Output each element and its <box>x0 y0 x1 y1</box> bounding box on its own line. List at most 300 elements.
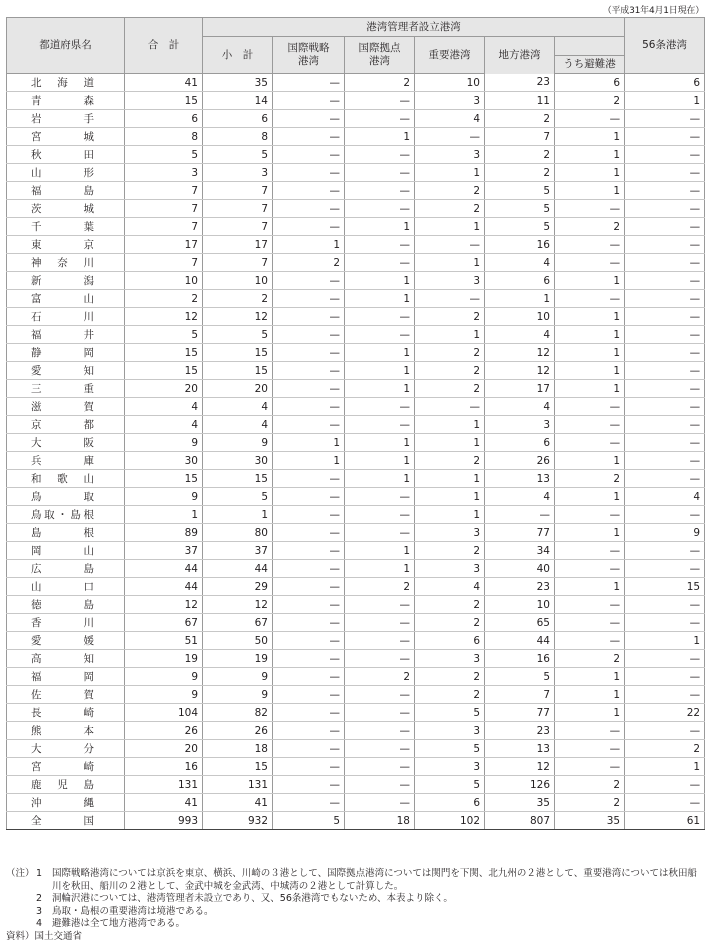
cell-strategic: — <box>273 578 345 596</box>
table-row <box>7 236 705 254</box>
table-row <box>7 794 705 812</box>
table-row <box>7 812 705 830</box>
cell-pref: 千葉 <box>7 218 125 236</box>
cell-art56: — <box>625 776 705 794</box>
cell-important: 4 <box>415 578 485 596</box>
cell-hub: 18 <box>345 812 415 830</box>
cell-local: 40 <box>485 560 555 578</box>
cell-subtotal: 7 <box>203 200 273 218</box>
cell-strategic: — <box>273 470 345 488</box>
cell-art56: — <box>625 254 705 272</box>
table-row <box>7 362 705 380</box>
cell-subtotal: 4 <box>203 416 273 434</box>
cell-pref: 大分 <box>7 740 125 758</box>
cell-pref: 鳥取 <box>7 488 125 506</box>
cell-local: 6 <box>485 272 555 290</box>
note-number: 2 <box>36 893 43 904</box>
cell-subtotal: 26 <box>203 722 273 740</box>
table-row <box>7 200 705 218</box>
cell-hub: — <box>345 308 415 326</box>
cell-art56: — <box>625 380 705 398</box>
cell-important: — <box>415 290 485 308</box>
cell-hub: — <box>345 416 415 434</box>
cell-pref: 福島 <box>7 182 125 200</box>
cell-important: 1 <box>415 488 485 506</box>
cell-total: 20 <box>125 380 203 398</box>
cell-art56: — <box>625 614 705 632</box>
cell-hub: — <box>345 524 415 542</box>
cell-total: 9 <box>125 488 203 506</box>
cell-important: 2 <box>415 344 485 362</box>
cell-total: 15 <box>125 362 203 380</box>
cell-total: 20 <box>125 740 203 758</box>
cell-local: 35 <box>485 794 555 812</box>
cell-subtotal: 5 <box>203 146 273 164</box>
cell-pref: 滋賀 <box>7 398 125 416</box>
cell-local: 4 <box>485 254 555 272</box>
cell-pref: 宮崎 <box>7 758 125 776</box>
cell-subtotal: 80 <box>203 524 273 542</box>
table-row <box>7 290 705 308</box>
table-row <box>7 74 705 92</box>
cell-local: 5 <box>485 218 555 236</box>
cell-art56: — <box>625 794 705 812</box>
cell-total: 5 <box>125 326 203 344</box>
note-text: 国際戦略港湾については京浜を東京、横浜、川崎の３港として、国際拠点港湾については関門を下関、北九州の２港として、重要港湾については秋田船川を秋田、船川の２港として、金武中城を金武湾、中城湾の２港として計算した。 <box>52 868 698 892</box>
cell-pref: 兵庫 <box>7 452 125 470</box>
cell-refuge: 2 <box>555 650 625 668</box>
cell-local: 4 <box>485 398 555 416</box>
table-row <box>7 650 705 668</box>
cell-strategic: — <box>273 326 345 344</box>
cell-total: 104 <box>125 704 203 722</box>
cell-art56: — <box>625 542 705 560</box>
cell-refuge: 1 <box>555 380 625 398</box>
cell-strategic: 1 <box>273 236 345 254</box>
cell-subtotal: 30 <box>203 452 273 470</box>
table-row <box>7 524 705 542</box>
cell-pref: 神奈川 <box>7 254 125 272</box>
cell-total: 44 <box>125 560 203 578</box>
cell-refuge: — <box>555 110 625 128</box>
table-header <box>7 18 705 74</box>
cell-art56: — <box>625 416 705 434</box>
cell-refuge: — <box>555 236 625 254</box>
cell-local: 3 <box>485 416 555 434</box>
cell-strategic: — <box>273 740 345 758</box>
cell-local: 5 <box>485 200 555 218</box>
cell-subtotal: 29 <box>203 578 273 596</box>
cell-strategic: — <box>273 146 345 164</box>
cell-important: 5 <box>415 740 485 758</box>
cell-total: 37 <box>125 542 203 560</box>
cell-local: 2 <box>485 110 555 128</box>
cell-pref: 福岡 <box>7 668 125 686</box>
cell-subtotal: 12 <box>203 308 273 326</box>
cell-hub: — <box>345 200 415 218</box>
cell-strategic: — <box>273 380 345 398</box>
cell-strategic: — <box>273 290 345 308</box>
notes <box>6 868 706 943</box>
cell-important: 1 <box>415 254 485 272</box>
cell-local: 34 <box>485 542 555 560</box>
cell-art56: 1 <box>625 758 705 776</box>
cell-art56: — <box>625 218 705 236</box>
cell-subtotal: 8 <box>203 128 273 146</box>
cell-pref: 佐賀 <box>7 686 125 704</box>
cell-subtotal: 18 <box>203 740 273 758</box>
cell-local: 23 <box>485 74 555 92</box>
cell-subtotal: 3 <box>203 164 273 182</box>
table-row <box>7 326 705 344</box>
cell-strategic: — <box>273 344 345 362</box>
table-row <box>7 704 705 722</box>
notes-head: （注） <box>6 868 35 879</box>
cell-local: 44 <box>485 632 555 650</box>
cell-local: 13 <box>485 740 555 758</box>
cell-hub: 2 <box>345 668 415 686</box>
cell-total: 67 <box>125 614 203 632</box>
cell-art56: — <box>625 560 705 578</box>
cell-hub: — <box>345 110 415 128</box>
cell-local: 10 <box>485 596 555 614</box>
header-subtotal: 小 計 <box>203 37 273 74</box>
cell-pref: 富山 <box>7 290 125 308</box>
cell-subtotal: 82 <box>203 704 273 722</box>
cell-important: 2 <box>415 182 485 200</box>
cell-hub: — <box>345 632 415 650</box>
cell-subtotal: 44 <box>203 560 273 578</box>
cell-subtotal: 19 <box>203 650 273 668</box>
note-text: 鳥取・島根の重要港湾は境港である。 <box>52 905 214 917</box>
cell-subtotal: 6 <box>203 110 273 128</box>
table-row <box>7 578 705 596</box>
cell-local: 1 <box>485 290 555 308</box>
cell-art56: — <box>625 596 705 614</box>
cell-strategic: — <box>273 362 345 380</box>
cell-refuge: 1 <box>555 362 625 380</box>
cell-total: 16 <box>125 758 203 776</box>
table-row <box>7 596 705 614</box>
cell-subtotal: 50 <box>203 632 273 650</box>
cell-important: 3 <box>415 722 485 740</box>
cell-hub: — <box>345 704 415 722</box>
cell-total: 26 <box>125 722 203 740</box>
cell-pref: 大阪 <box>7 434 125 452</box>
table-row <box>7 254 705 272</box>
table-row <box>7 470 705 488</box>
cell-art56: — <box>625 650 705 668</box>
cell-strategic: — <box>273 596 345 614</box>
cell-refuge: 1 <box>555 164 625 182</box>
cell-important: — <box>415 398 485 416</box>
cell-important: 10 <box>415 74 485 92</box>
cell-important: — <box>415 128 485 146</box>
cell-pref: 島根 <box>7 524 125 542</box>
cell-hub: 1 <box>345 290 415 308</box>
cell-strategic: — <box>273 524 345 542</box>
cell-hub: — <box>345 506 415 524</box>
cell-art56: — <box>625 326 705 344</box>
table-row <box>7 740 705 758</box>
cell-pref: 京都 <box>7 416 125 434</box>
header-refuge: うち避難港 <box>555 56 625 74</box>
cell-subtotal: 1 <box>203 506 273 524</box>
cell-strategic: — <box>273 560 345 578</box>
cell-subtotal: 15 <box>203 470 273 488</box>
cell-pref: 岡山 <box>7 542 125 560</box>
cell-subtotal: 932 <box>203 812 273 830</box>
cell-total: 4 <box>125 398 203 416</box>
table-row <box>7 110 705 128</box>
table-row <box>7 218 705 236</box>
cell-hub: — <box>345 776 415 794</box>
cell-subtotal: 2 <box>203 290 273 308</box>
cell-local: 807 <box>485 812 555 830</box>
cell-art56: 1 <box>625 92 705 110</box>
cell-hub: — <box>345 614 415 632</box>
cell-total: 10 <box>125 272 203 290</box>
cell-local: 77 <box>485 524 555 542</box>
cell-refuge: — <box>555 614 625 632</box>
cell-refuge: 1 <box>555 452 625 470</box>
cell-pref: 静岡 <box>7 344 125 362</box>
cell-strategic: — <box>273 758 345 776</box>
cell-local: — <box>485 506 555 524</box>
cell-refuge: 6 <box>555 74 625 92</box>
cell-art56: — <box>625 200 705 218</box>
cell-refuge: — <box>555 290 625 308</box>
header-important: 重要港湾 <box>415 37 485 74</box>
cell-pref: 熊本 <box>7 722 125 740</box>
table-row <box>7 560 705 578</box>
cell-art56: — <box>625 236 705 254</box>
cell-pref: 宮城 <box>7 128 125 146</box>
cell-refuge: 1 <box>555 704 625 722</box>
cell-local: 7 <box>485 128 555 146</box>
note-item <box>6 868 706 893</box>
cell-refuge: — <box>555 560 625 578</box>
cell-important: 3 <box>415 92 485 110</box>
cell-subtotal: 35 <box>203 74 273 92</box>
cell-strategic: — <box>273 488 345 506</box>
note-number: 4 <box>36 918 43 929</box>
cell-art56: — <box>625 506 705 524</box>
cell-local: 23 <box>485 722 555 740</box>
cell-important: 5 <box>415 776 485 794</box>
cell-pref: 石川 <box>7 308 125 326</box>
cell-pref: 北海道 <box>7 74 125 92</box>
cell-pref: 東京 <box>7 236 125 254</box>
ports-table <box>6 17 705 830</box>
cell-hub: — <box>345 686 415 704</box>
table-row <box>7 344 705 362</box>
cell-hub: — <box>345 92 415 110</box>
header-local-spacer <box>555 37 625 56</box>
cell-refuge: 2 <box>555 92 625 110</box>
cell-pref: 徳島 <box>7 596 125 614</box>
cell-total: 12 <box>125 596 203 614</box>
cell-art56: — <box>625 344 705 362</box>
cell-art56: — <box>625 128 705 146</box>
cell-subtotal: 15 <box>203 344 273 362</box>
cell-strategic: — <box>273 218 345 236</box>
cell-subtotal: 20 <box>203 380 273 398</box>
cell-refuge: — <box>555 596 625 614</box>
cell-subtotal: 67 <box>203 614 273 632</box>
cell-refuge: 1 <box>555 272 625 290</box>
cell-strategic: — <box>273 308 345 326</box>
cell-refuge: 2 <box>555 470 625 488</box>
table-row <box>7 182 705 200</box>
table-row <box>7 434 705 452</box>
table-row <box>7 92 705 110</box>
cell-local: 11 <box>485 92 555 110</box>
cell-subtotal: 7 <box>203 182 273 200</box>
cell-important: 1 <box>415 506 485 524</box>
cell-hub: — <box>345 794 415 812</box>
cell-local: 23 <box>485 578 555 596</box>
note-item <box>6 906 706 919</box>
table-row <box>7 380 705 398</box>
table-row <box>7 722 705 740</box>
cell-refuge: 2 <box>555 218 625 236</box>
cell-pref: 新潟 <box>7 272 125 290</box>
cell-refuge: 1 <box>555 488 625 506</box>
cell-art56: — <box>625 290 705 308</box>
cell-local: 2 <box>485 164 555 182</box>
cell-strategic: — <box>273 272 345 290</box>
cell-strategic: — <box>273 686 345 704</box>
cell-important: 2 <box>415 452 485 470</box>
header-total: 合 計 <box>125 18 203 74</box>
cell-pref: 香川 <box>7 614 125 632</box>
cell-important: — <box>415 236 485 254</box>
table-row <box>7 488 705 506</box>
cell-refuge: — <box>555 722 625 740</box>
cell-pref: 秋田 <box>7 146 125 164</box>
cell-pref: 高知 <box>7 650 125 668</box>
cell-local: 5 <box>485 668 555 686</box>
cell-total: 41 <box>125 74 203 92</box>
cell-refuge: 1 <box>555 326 625 344</box>
table-row <box>7 668 705 686</box>
header-pref: 都道府県名 <box>7 18 125 74</box>
header-art56: 56条港湾 <box>625 18 705 74</box>
cell-hub: — <box>345 146 415 164</box>
cell-art56: — <box>625 434 705 452</box>
cell-subtotal: 17 <box>203 236 273 254</box>
cell-refuge: 2 <box>555 794 625 812</box>
cell-total: 131 <box>125 776 203 794</box>
cell-hub: 1 <box>345 470 415 488</box>
note-item <box>6 893 706 906</box>
cell-subtotal: 9 <box>203 686 273 704</box>
cell-strategic: — <box>273 74 345 92</box>
cell-strategic: 5 <box>273 812 345 830</box>
cell-art56: — <box>625 164 705 182</box>
table-row <box>7 128 705 146</box>
cell-hub: 1 <box>345 380 415 398</box>
cell-pref: 鹿児島 <box>7 776 125 794</box>
cell-important: 2 <box>415 686 485 704</box>
cell-strategic: — <box>273 542 345 560</box>
cell-local: 12 <box>485 362 555 380</box>
cell-pref: 三重 <box>7 380 125 398</box>
table-row <box>7 542 705 560</box>
cell-important: 2 <box>415 596 485 614</box>
header-group: 港湾管理者設立港湾 <box>203 18 625 37</box>
cell-total: 15 <box>125 470 203 488</box>
cell-strategic: — <box>273 722 345 740</box>
cell-hub: 1 <box>345 344 415 362</box>
cell-hub: 2 <box>345 578 415 596</box>
cell-subtotal: 5 <box>203 326 273 344</box>
cell-refuge: 1 <box>555 578 625 596</box>
table-row <box>7 272 705 290</box>
cell-important: 2 <box>415 542 485 560</box>
cell-hub: — <box>345 722 415 740</box>
cell-important: 2 <box>415 380 485 398</box>
table-row <box>7 452 705 470</box>
cell-refuge: — <box>555 200 625 218</box>
cell-local: 2 <box>485 146 555 164</box>
cell-art56: — <box>625 362 705 380</box>
cell-hub: 1 <box>345 218 415 236</box>
cell-strategic: — <box>273 614 345 632</box>
cell-pref: 和歌山 <box>7 470 125 488</box>
cell-art56: — <box>625 668 705 686</box>
cell-important: 1 <box>415 416 485 434</box>
cell-hub: — <box>345 254 415 272</box>
cell-total: 17 <box>125 236 203 254</box>
note-item <box>6 918 706 931</box>
cell-art56: 22 <box>625 704 705 722</box>
table-row <box>7 758 705 776</box>
cell-total: 44 <box>125 578 203 596</box>
cell-pref: 広島 <box>7 560 125 578</box>
cell-total: 8 <box>125 128 203 146</box>
cell-total: 7 <box>125 182 203 200</box>
cell-total: 51 <box>125 632 203 650</box>
cell-art56: 9 <box>625 524 705 542</box>
cell-strategic: — <box>273 416 345 434</box>
cell-total: 1 <box>125 506 203 524</box>
cell-total: 9 <box>125 434 203 452</box>
cell-pref: 山口 <box>7 578 125 596</box>
cell-important: 2 <box>415 308 485 326</box>
cell-pref: 愛知 <box>7 362 125 380</box>
cell-pref: 茨城 <box>7 200 125 218</box>
note-text: 避難港は全て地方港湾である。 <box>52 918 186 929</box>
cell-pref: 全国 <box>7 812 125 830</box>
cell-total: 3 <box>125 164 203 182</box>
as-of-date: （平成31年4月1日現在） <box>602 6 704 16</box>
cell-art56: 6 <box>625 74 705 92</box>
cell-hub: — <box>345 182 415 200</box>
cell-refuge: 1 <box>555 686 625 704</box>
cell-strategic: — <box>273 182 345 200</box>
cell-important: 3 <box>415 758 485 776</box>
cell-local: 16 <box>485 236 555 254</box>
table-row <box>7 164 705 182</box>
cell-pref: 長崎 <box>7 704 125 722</box>
cell-refuge: — <box>555 758 625 776</box>
cell-pref: 愛媛 <box>7 632 125 650</box>
cell-subtotal: 7 <box>203 254 273 272</box>
cell-art56: — <box>625 182 705 200</box>
cell-total: 5 <box>125 146 203 164</box>
